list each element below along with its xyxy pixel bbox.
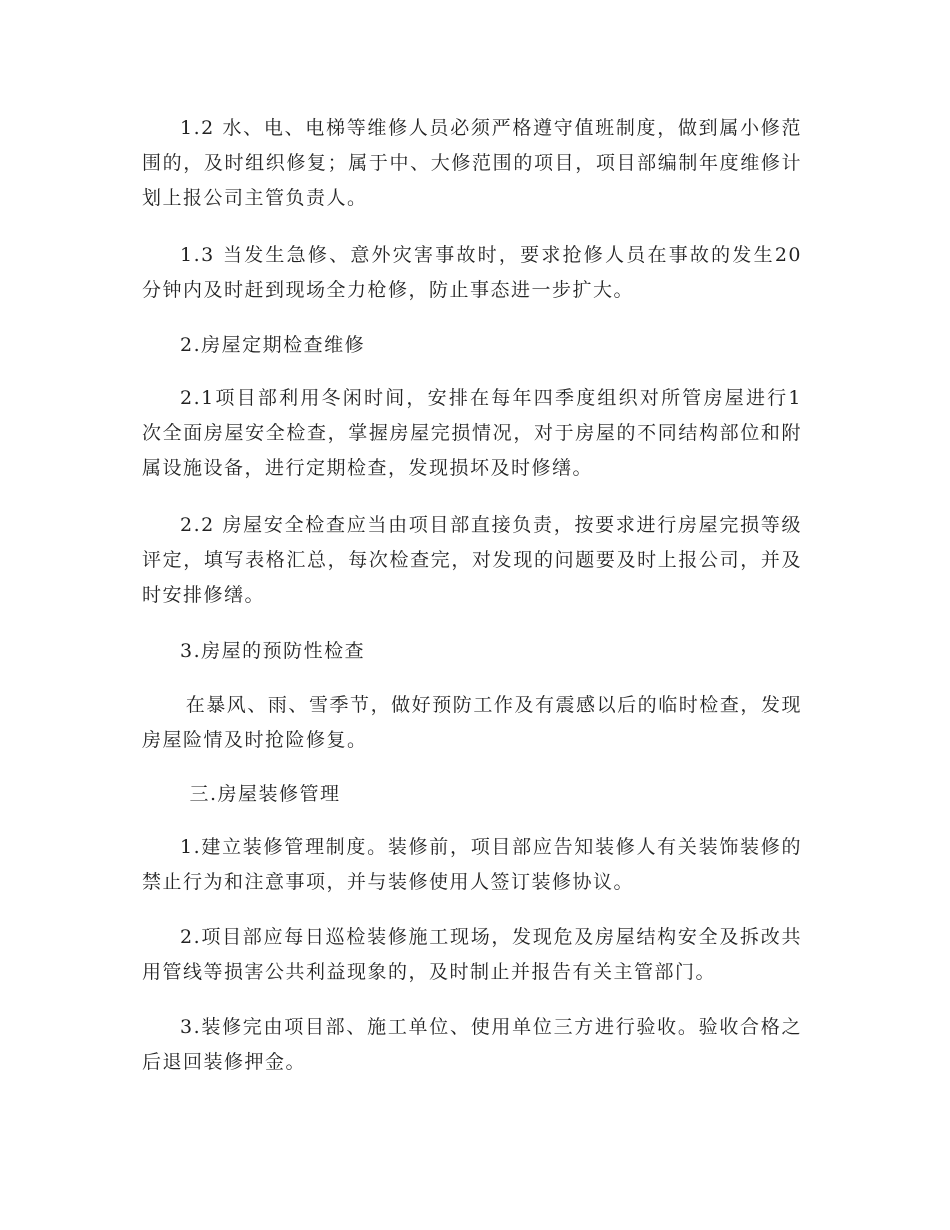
paragraph-renovation-3-acceptance: 3.装修完由项目部、施工单位、使用单位三方进行验收。验收合格之后退回装修押金。 [142,1016,802,1073]
heading-section-3-renovation: 三.房屋装修管理 [189,783,341,805]
paragraph-preventive-seasons: 在暴风、雨、雪季节，做好预防工作及有震感以后的临时检查，发现房屋险情及时抢险修复。 [142,694,802,751]
paragraph-2-1-annual-inspection: 2.1项目部利用冬闲时间，安排在每年四季度组织对所管房屋进行1次全面房屋安全检查，掌握房屋完损情况，对于房屋的不同结构部位和附属设施设备，进行定期检查，发现损坏及时修缮。 [142,387,802,479]
paragraph-renovation-2-daily-patrol: 2.项目部应每日巡检装修施工现场，发现危及房屋结构安全及拆改共用管线等损害公共利益现象的，及时制止并报告有关主管部门。 [142,926,802,983]
heading-3-preventive-inspection: 3.房屋的预防性检查 [180,640,366,662]
paragraph-2-2-safety-inspection: 2.2 房屋安全检查应当由项目部直接负责，按要求进行房屋完损等级评定，填写表格汇总，每次检查完，对发现的问题要及时上报公司，并及时安排修缮。 [142,514,802,606]
paragraph-1-3-emergency-repair: 1.3 当发生急修、意外灾害事故时，要求抢修人员在事故的发生20分钟内及时赶到现场全力枪修，防止事态进一步扩大。 [142,244,802,301]
heading-2-regular-inspection: 2.房屋定期检查维修 [180,334,366,356]
paragraph-1-2-duty-system: 1.2 水、电、电梯等维修人员必须严格遵守值班制度，做到属小修范围的，及时组织修复；属于中、大修范围的项目，项目部编制年度维修计划上报公司主管负责人。 [142,117,802,209]
paragraph-renovation-1-system: 1.建立装修管理制度。装修前，项目部应告知装修人有关装饰装修的禁止行为和注意事项，并与装修使用人签订装修协议。 [142,836,802,893]
